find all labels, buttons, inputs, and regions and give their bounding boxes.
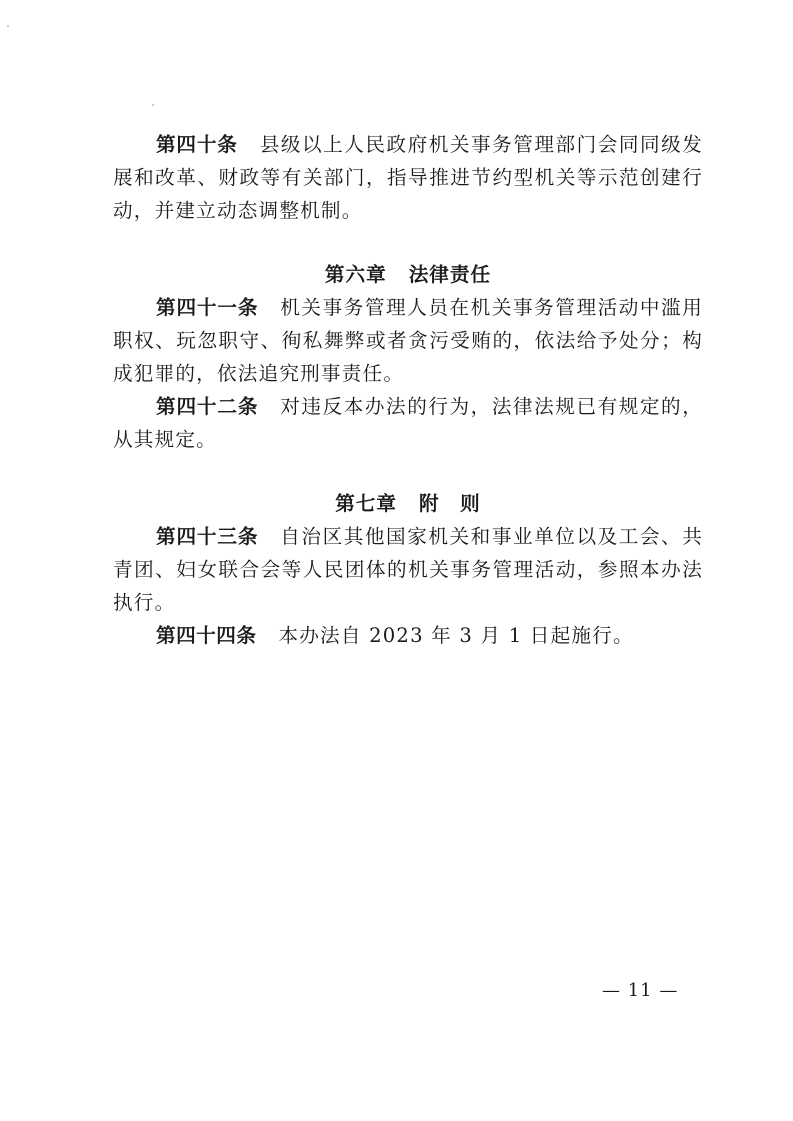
article-44-text: 本办法自 2023 年 3 月 1 日起施行。: [278, 624, 634, 647]
article-40-text: 县级以上人民政府机关事务管理部门会同同级发展和改革、财政等有关部门，指导推进节约型机关等示范创建行动，并建立动态调整机制。: [113, 133, 703, 222]
document-body: [113, 128, 703, 652]
article-44-number: 第四十四条: [156, 624, 257, 647]
chapter-7-title: 附 则: [419, 492, 481, 515]
chapter-6-title: 法律责任: [408, 263, 492, 286]
article-42-text: 对违反本办法的行为，法律法规已有规定的，从其规定。: [113, 395, 704, 451]
article-43-text: 自治区其他国家机关和事业单位以及工会、共青团、妇女联合会等人民团体的机关事务管理活动，参照本办法执行。: [113, 525, 704, 614]
chapter-6-heading: [113, 258, 703, 291]
page-number: — 11 —: [602, 980, 679, 1001]
chapter-7-heading: [113, 487, 703, 520]
article-41-number: 第四十一条: [156, 296, 259, 319]
article-43: [113, 520, 703, 619]
article-42-number: 第四十二条: [156, 395, 259, 418]
chapter-7-number: 第七章: [335, 492, 397, 515]
article-40: [113, 128, 703, 227]
scan-speck: [152, 104, 154, 106]
article-41-text: 机关事务管理人员在机关事务管理活动中滥用职权、玩忽职守、徇私舞弊或者贪污受贿的，依法给予处分；构成犯罪的，依法追究刑事责任。: [113, 296, 704, 385]
article-43-number: 第四十三条: [156, 525, 259, 548]
article-44: [113, 619, 703, 652]
scan-speck: [7, 25, 9, 27]
article-42: [113, 390, 703, 456]
chapter-6-number: 第六章: [324, 263, 387, 286]
article-41: [113, 291, 703, 390]
article-40-number: 第四十条: [156, 133, 238, 156]
